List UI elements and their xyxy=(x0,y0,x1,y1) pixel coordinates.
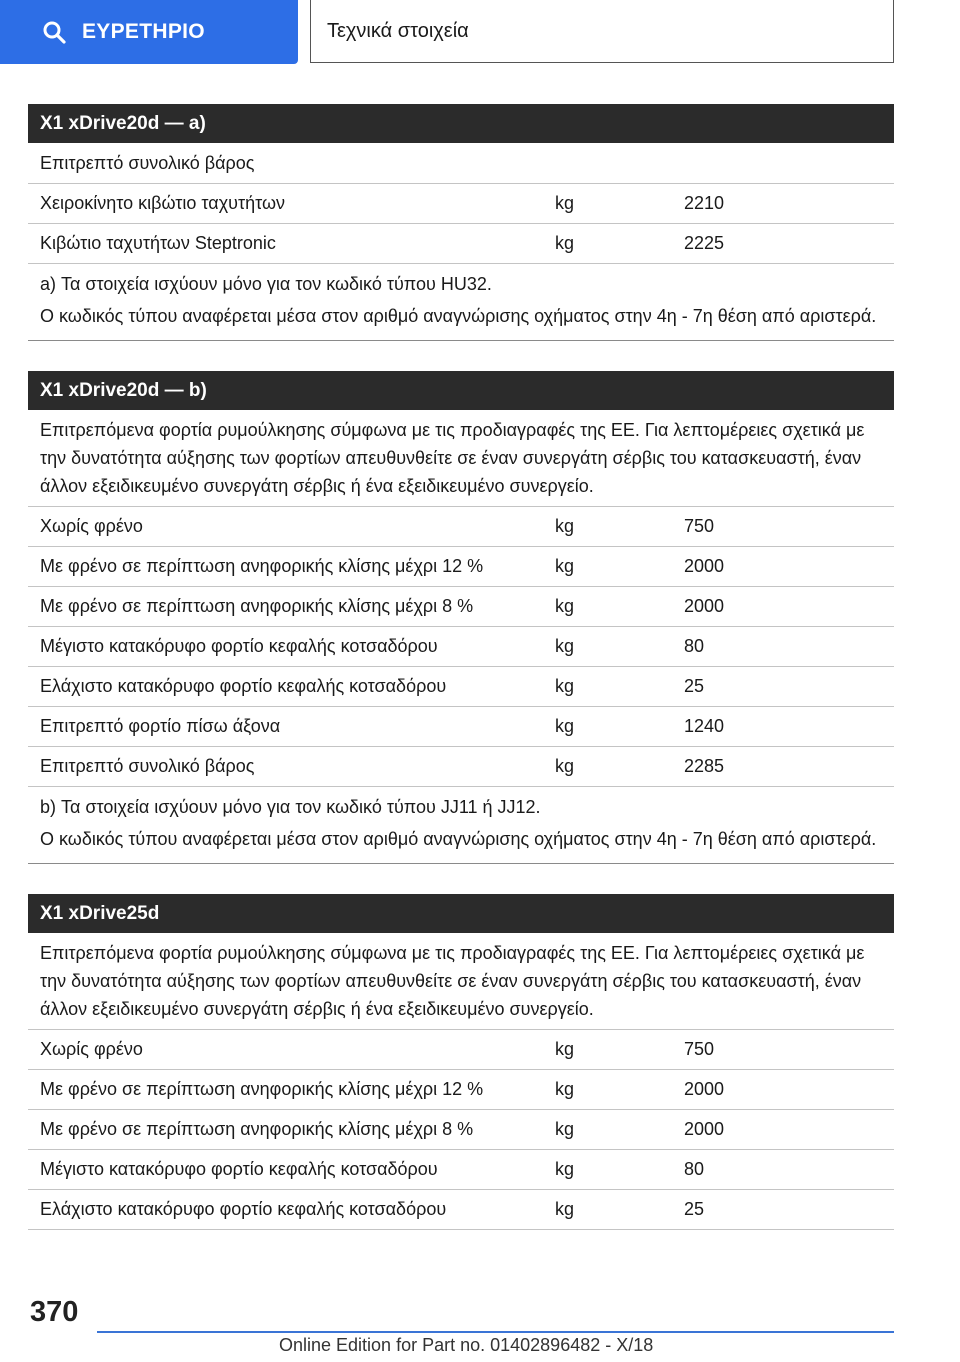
row-unit: kg xyxy=(555,1150,684,1190)
row-label: Με φρένο σε περίπτωση ανηφορικής κλίσης μέχρι 8 % xyxy=(28,1110,555,1150)
table-row xyxy=(28,1150,894,1190)
footnote-line: a) Τα στοιχεία ισχύουν μόνο για τον κωδικό τύπου HU32. xyxy=(40,274,492,294)
row-value: 2000 xyxy=(684,587,894,627)
row-unit: kg xyxy=(555,507,684,547)
table-row xyxy=(28,707,894,747)
section-x1-xdrive20d-b xyxy=(28,371,894,864)
section-heading: X1 xDrive20d — b) xyxy=(28,371,894,410)
footnote xyxy=(28,787,894,864)
row-value: 80 xyxy=(684,1150,894,1190)
table-row xyxy=(28,667,894,707)
row-unit: kg xyxy=(555,667,684,707)
row-unit: kg xyxy=(555,184,684,224)
row-value: 750 xyxy=(684,507,894,547)
table-row xyxy=(28,1190,894,1230)
content xyxy=(28,104,894,1260)
footer-divider xyxy=(97,1331,894,1333)
row-unit: kg xyxy=(555,1070,684,1110)
row-label: Επιτρεπτό συνολικό βάρος xyxy=(28,747,555,787)
index-button[interactable] xyxy=(0,0,298,64)
row-label: Με φρένο σε περίπτωση ανηφορικής κλίσης μέχρι 8 % xyxy=(28,587,555,627)
row-unit: kg xyxy=(555,1110,684,1150)
table-row xyxy=(28,224,894,264)
row-label: Μέγιστο κατακόρυφο φορτίο κεφαλής κοτσαδόρου xyxy=(28,1150,555,1190)
table-row xyxy=(28,507,894,547)
footnote xyxy=(28,264,894,341)
table-row xyxy=(28,547,894,587)
page-number: 370 xyxy=(30,1296,79,1328)
footnote-line: b) Τα στοιχεία ισχύουν μόνο για τον κωδικό τύπου JJ11 ή JJ12. xyxy=(40,797,541,817)
table-row xyxy=(28,587,894,627)
index-label: ΕΥΡΕΤΗΡΙΟ xyxy=(82,20,205,43)
row-unit: kg xyxy=(555,747,684,787)
row-value: 2285 xyxy=(684,747,894,787)
row-unit: kg xyxy=(555,707,684,747)
row-value: 1240 xyxy=(684,707,894,747)
row-label: Ελάχιστο κατακόρυφο φορτίο κεφαλής κοτσαδόρου xyxy=(28,667,555,707)
table-row xyxy=(28,1070,894,1110)
table-row xyxy=(28,184,894,224)
section-intro: Επιτρεπόμενα φορτία ρυμούλκησης σύμφωνα με τις προδιαγραφές της ΕΕ. Για λεπτομέρειες σχετικά με την δυνατότητα αύξησης των φορτίων απευθυνθείτε σε έναν συνεργάτη σέρβις του κατασκευαστή, έναν άλλον εξειδικευμένο συνεργάτη σέρβις ή ένα εξειδικευμένο συνεργείο. xyxy=(40,420,865,496)
data-table xyxy=(28,183,894,264)
section-intro: Επιτρεπόμενα φορτία ρυμούλκησης σύμφωνα με τις προδιαγραφές της ΕΕ. Για λεπτομέρειες σχετικά με την δυνατότητα αύξησης των φορτίων απευθυνθείτε σε έναν συνεργάτη σέρβις του κατασκευαστή, έναν άλλον εξειδικευμένο συνεργάτη σέρβις ή ένα εξειδικευμένο συνεργείο. xyxy=(40,943,865,1019)
row-unit: kg xyxy=(555,587,684,627)
row-label: Χωρίς φρένο xyxy=(28,507,555,547)
row-value: 25 xyxy=(684,667,894,707)
search-icon xyxy=(42,20,66,44)
section-heading: X1 xDrive20d — a) xyxy=(28,104,894,143)
section-intro: Επιτρεπτό συνολικό βάρος xyxy=(40,153,255,173)
row-value: 750 xyxy=(684,1030,894,1070)
data-table xyxy=(28,1029,894,1230)
table-row xyxy=(28,627,894,667)
row-value: 2000 xyxy=(684,1070,894,1110)
section-x1-xdrive25d xyxy=(28,894,894,1230)
section-x1-xdrive20d-a xyxy=(28,104,894,341)
section-heading: X1 xDrive25d xyxy=(28,894,894,933)
table-row xyxy=(28,1110,894,1150)
row-label: Χωρίς φρένο xyxy=(28,1030,555,1070)
row-unit: kg xyxy=(555,1190,684,1230)
row-unit: kg xyxy=(555,547,684,587)
row-value: 2000 xyxy=(684,1110,894,1150)
row-label: Επιτρεπτό φορτίο πίσω άξονα xyxy=(28,707,555,747)
row-label: Κιβώτιο ταχυτήτων Steptronic xyxy=(28,224,555,264)
table-row xyxy=(28,1030,894,1070)
top-bar xyxy=(0,0,960,66)
row-label: Μέγιστο κατακόρυφο φορτίο κεφαλής κοτσαδόρου xyxy=(28,627,555,667)
row-value: 2000 xyxy=(684,547,894,587)
edition-text: Online Edition for Part no. 01402896482 - X/18 xyxy=(279,1335,654,1355)
row-unit: kg xyxy=(555,224,684,264)
row-label: Με φρένο σε περίπτωση ανηφορικής κλίσης μέχρι 12 % xyxy=(28,1070,555,1110)
footnote-line: Ο κωδικός τύπου αναφέρεται μέσα στον αριθμό αναγνώρισης οχήματος στην 4η - 7η θέση από αριστερά. xyxy=(40,306,877,326)
row-value: 80 xyxy=(684,627,894,667)
footnote-line: Ο κωδικός τύπου αναφέρεται μέσα στον αριθμό αναγνώρισης οχήματος στην 4η - 7η θέση από αριστερά. xyxy=(40,829,877,849)
chapter-title: Τεχνικά στοιχεία xyxy=(327,19,469,42)
row-label: Χειροκίνητο κιβώτιο ταχυτήτων xyxy=(28,184,555,224)
row-value: 2210 xyxy=(684,184,894,224)
chapter-title-box[interactable] xyxy=(310,0,894,63)
row-unit: kg xyxy=(555,627,684,667)
table-row xyxy=(28,747,894,787)
row-label: Με φρένο σε περίπτωση ανηφορικής κλίσης μέχρι 12 % xyxy=(28,547,555,587)
row-unit: kg xyxy=(555,1030,684,1070)
row-label: Ελάχιστο κατακόρυφο φορτίο κεφαλής κοτσαδόρου xyxy=(28,1190,555,1230)
data-table xyxy=(28,506,894,787)
row-value: 2225 xyxy=(684,224,894,264)
row-value: 25 xyxy=(684,1190,894,1230)
